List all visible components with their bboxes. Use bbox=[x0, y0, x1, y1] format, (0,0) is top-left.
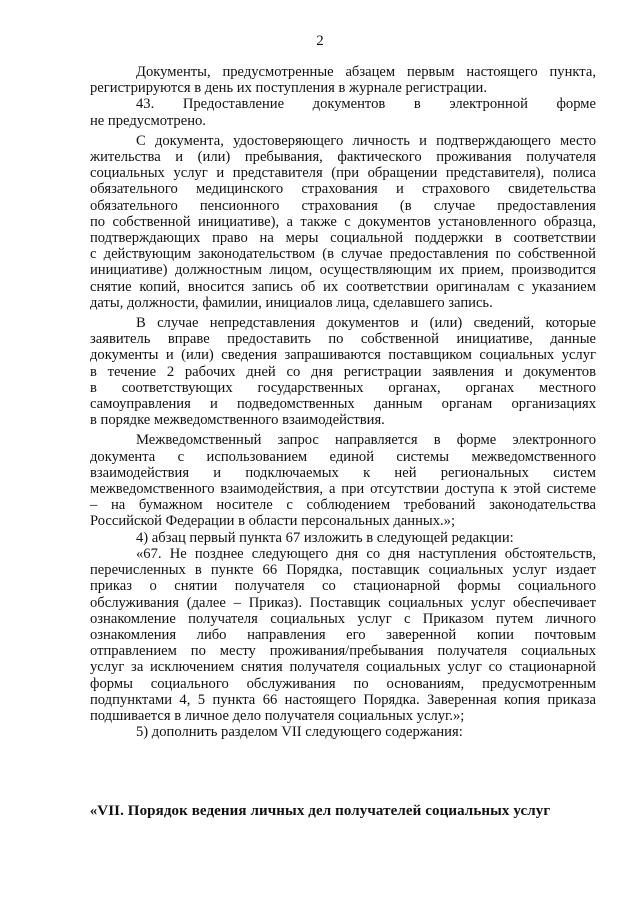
text-line: В случае непредставления документов и (или) сведений, которые bbox=[136, 315, 596, 332]
text-line: Межведомственный запрос направляется в форме электронного bbox=[136, 432, 596, 449]
text-line: инициативе) должностным лицом, осуществляющим их прием, производится bbox=[90, 262, 596, 279]
text-line: обязательного пенсионного страхования (в случае предоставления bbox=[90, 197, 596, 214]
document-body bbox=[90, 64, 596, 740]
text-line: документы и (или) сведения запрашиваются поставщиком социальных услуг bbox=[90, 347, 596, 364]
text-line: ознакомления либо направления его заверенной копии почтовым bbox=[90, 626, 596, 643]
text-line: самоуправления и подведомственных данным органам организациях bbox=[90, 396, 596, 413]
paragraph-non-submission bbox=[90, 315, 596, 428]
text-line: С документа, удостоверяющего личность и подтверждающего место bbox=[136, 132, 596, 149]
text-line: 43. Предоставление документов в электронной форме bbox=[136, 96, 596, 113]
text-line: в порядке межведомственного взаимодействия. bbox=[90, 412, 385, 429]
text-line: подшивается в личное дело получателя социальных услуг.»; bbox=[90, 707, 465, 724]
section-heading: «VII. Порядок ведения личных дел получателей социальных услуг bbox=[89, 803, 551, 819]
text-line: отправлением по месту проживания/пребывания получателя социальных bbox=[90, 643, 596, 660]
text-line: документа с использованием единой системы межведомственного bbox=[90, 448, 596, 465]
text-line: взаимодействия и подключаемых к ней региональных систем bbox=[90, 464, 596, 481]
text-line: 4) абзац первый пункта 67 изложить в следующей редакции: bbox=[136, 529, 514, 546]
text-line: межведомственного взаимодействия, а при отсутствии доступа к этой системе bbox=[90, 481, 596, 498]
page-number: 2 bbox=[316, 33, 324, 49]
paragraph-item-43 bbox=[90, 96, 596, 128]
text-line: приказ о снятии получателя со стационарной формы социального bbox=[90, 578, 596, 595]
paragraph-item-67 bbox=[90, 546, 596, 724]
text-line: подтверждающих право на меры социальной поддержки в соответствии bbox=[90, 230, 596, 247]
text-line: по собственной инициативе), а также с документов установленного образца, bbox=[90, 213, 596, 230]
text-line: перечисленных в пункте 66 Порядка, поставщик социальных услуг издает bbox=[90, 562, 596, 579]
text-line: снятие копий, вносится запись об их соответствии оригиналам с указанием bbox=[90, 278, 596, 295]
text-line: формы социального обслуживания по основаниям, предусмотренным bbox=[90, 675, 596, 692]
paragraph-document-copies bbox=[90, 133, 596, 311]
paragraph-amendment-4 bbox=[90, 530, 596, 546]
text-line: 5) дополнить разделом VII следующего содержания: bbox=[136, 724, 463, 741]
text-line: заявитель вправе предоставить по собственной инициативе, данные bbox=[90, 331, 596, 348]
text-line: «67. Не позднее следующего дня со дня наступления обстоятельств, bbox=[136, 545, 596, 562]
paragraph-interagency-request bbox=[90, 432, 596, 529]
text-line: обслуживания (далее – Приказ). Поставщик социальных услуг обеспечивает bbox=[90, 594, 596, 611]
text-line: даты, должности, фамилии, инициалов лица, сделавшего запись. bbox=[90, 294, 493, 311]
text-line: Документы, предусмотренные абзацем первым настоящего пункта, bbox=[136, 64, 596, 80]
text-line: обязательного медицинского страхования и страхового свидетельства bbox=[90, 181, 596, 198]
text-line: Российской Федерации в области персональных данных.»; bbox=[90, 513, 456, 530]
text-line: в течение 2 рабочих дней со дня регистрации заявления и документов bbox=[90, 363, 596, 380]
text-line: – на бумажном носителе с соблюдением требований законодательства bbox=[90, 497, 596, 514]
text-line: социальных услуг и представителя (при обращении представителя), полиса bbox=[90, 165, 596, 182]
text-line: подпунктами 4, 5 пункта 66 настоящего Порядка. Заверенная копия приказа bbox=[90, 691, 596, 708]
text-line: в соответствующих государственных органах, органах местного bbox=[90, 379, 596, 396]
text-line: жительства и (или) пребывания, фактического проживания получателя bbox=[90, 149, 596, 166]
paragraph-registration bbox=[90, 64, 596, 96]
text-line: услуг за исключением снятия получателя социальных услуг со стационарной bbox=[90, 659, 596, 676]
text-line: ознакомление получателя социальных услуг с Приказом путем личного bbox=[90, 610, 596, 627]
text-line: не предусмотрено. bbox=[90, 112, 206, 129]
paragraph-amendment-5 bbox=[90, 724, 596, 740]
text-line: с действующим законодательством (в случае предоставления по собственной bbox=[90, 246, 596, 263]
text-line: регистрируются в день их поступления в журнале регистрации. bbox=[90, 80, 488, 97]
